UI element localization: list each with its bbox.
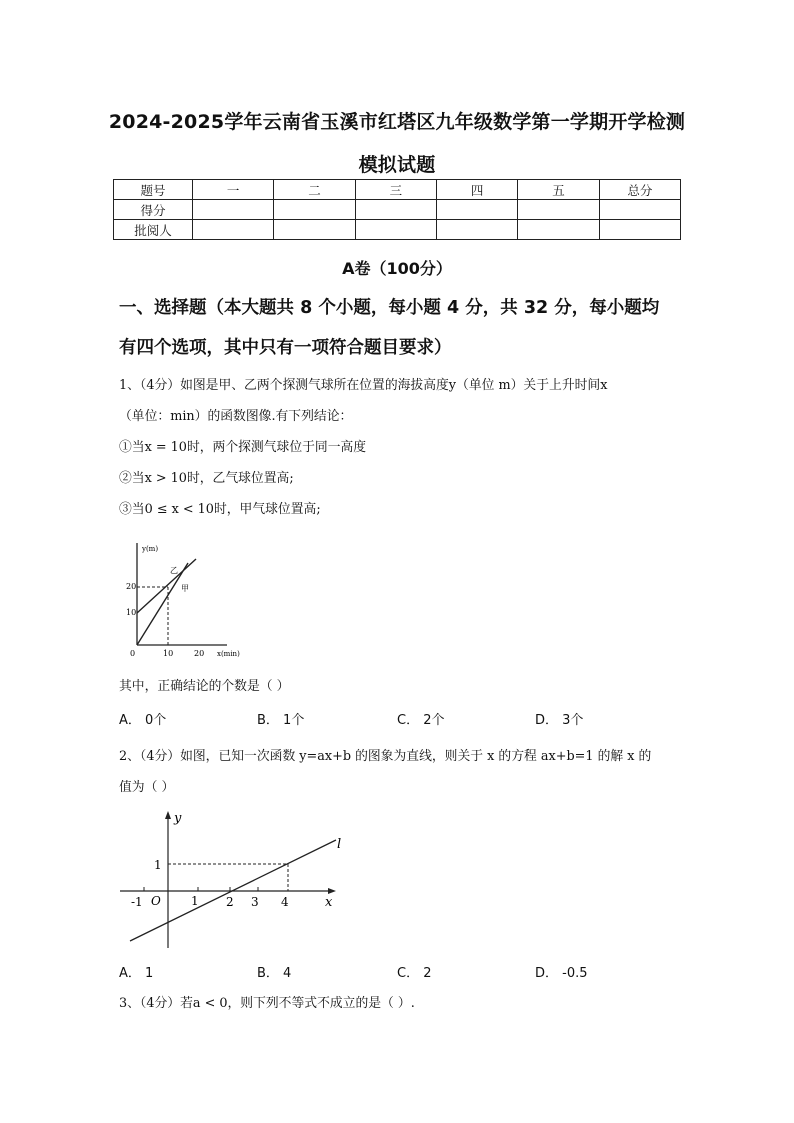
score-table [113, 179, 681, 240]
q1-stem-line2: （单位：min）的函数图像.有下列结论： [119, 409, 353, 424]
origin-label: O [151, 894, 161, 908]
table-cell [355, 200, 436, 220]
q1-option-b[interactable]: B． 1个 [257, 713, 305, 728]
x-tick-neg1: -1 [131, 895, 143, 909]
table-cell [355, 220, 436, 240]
q2-linear-graph [118, 808, 358, 953]
table-cell [599, 200, 680, 220]
q1-stem-line1: 1、（4分）如图是甲、乙两个探测气球所在位置的海拔高度y（单位 m）关于上升时间x [119, 378, 608, 393]
x-tick-0: 0 [130, 649, 136, 658]
q1-options [119, 709, 679, 729]
x-tick-20: 20 [194, 649, 205, 658]
q1-conclusion-2: ②当x > 10时，乙气球位置高; [119, 471, 294, 486]
q2-option-d[interactable]: D． -0.5 [535, 966, 588, 981]
q1-balloon-graph [122, 535, 242, 665]
table-cell [518, 200, 599, 220]
q3-stem-line1: 3、（4分）若a < 0，则下列不等式不成立的是（ ）. [119, 996, 415, 1011]
q2-option-b[interactable]: B． 4 [257, 966, 292, 981]
table-cell: 得分 [114, 200, 193, 220]
doc-title-line2: 模拟试题 [358, 154, 436, 176]
q2-option-c[interactable]: C． 2 [397, 966, 432, 981]
y-tick-10: 10 [126, 608, 137, 617]
table-cell [599, 220, 680, 240]
x-axis-label: x(min) [217, 650, 240, 658]
table-cell: 四 [436, 180, 517, 200]
table-cell [193, 220, 274, 240]
table-cell: 五 [518, 180, 599, 200]
y-label: y [174, 811, 182, 826]
table-cell: 总分 [599, 180, 680, 200]
q1-option-a[interactable]: A． 0个 [119, 713, 167, 728]
label-yi: 乙 [170, 566, 178, 575]
table-cell: 批阅人 [114, 220, 193, 240]
table-cell: 三 [355, 180, 436, 200]
x-tick-4: 4 [281, 895, 289, 909]
table-cell [518, 220, 599, 240]
y-axis-arrow [165, 811, 171, 819]
q1-option-d[interactable]: D． 3个 [535, 713, 584, 728]
x-tick-10: 10 [163, 649, 174, 658]
q2-stem-line1: 2、（4分）如图，已知一次函数 y=ax+b 的图象为直线，则关于 x 的方程 ax+b=1 的解 x 的 [119, 749, 652, 764]
q1-conclusion-1: ①当x = 10时，两个探测气球位于同一高度 [119, 440, 367, 455]
q1-conclusion-3: ③当0 ≤ x < 10时，甲气球位置高; [119, 502, 321, 517]
y-tick-20: 20 [126, 582, 137, 591]
q1-ask: 其中，正确结论的个数是（ ） [119, 679, 290, 694]
table-cell [193, 200, 274, 220]
table-cell: 题号 [114, 180, 193, 200]
x-tick-2: 2 [226, 895, 234, 909]
table-cell: 二 [274, 180, 355, 200]
score-row [114, 200, 681, 220]
reviewer-row [114, 220, 681, 240]
x-tick-3: 3 [251, 895, 259, 909]
x-label: x [325, 895, 333, 910]
table-cell [436, 200, 517, 220]
section-heading-line1: 一、选择题（本大题共 8 个小题，每小题 4 分，共 32 分，每小题均 [119, 298, 660, 318]
score-table-header-row [114, 180, 681, 200]
table-cell: 一 [193, 180, 274, 200]
y-tick-1: 1 [154, 858, 162, 872]
x-axis-arrow [328, 888, 336, 894]
table-cell [274, 220, 355, 240]
label-jia: 甲 [181, 584, 189, 593]
volume-heading: A卷（100分） [342, 259, 452, 278]
line-l-label: l [337, 837, 342, 852]
q2-option-a[interactable]: A． 1 [119, 966, 154, 981]
q2-options [119, 962, 679, 982]
y-axis-label: y(m) [142, 545, 159, 553]
doc-title-line1: 2024-2025学年云南省玉溪市红塔区九年级数学第一学期开学检测 [108, 111, 686, 133]
table-cell [436, 220, 517, 240]
q2-stem-line2: 值为（ ） [119, 780, 175, 795]
yi-line [137, 563, 188, 645]
table-cell [274, 200, 355, 220]
q1-option-c[interactable]: C． 2个 [397, 713, 445, 728]
x-tick-1: 1 [191, 894, 199, 908]
section-heading-line2: 有四个选项，其中只有一项符合题目要求） [119, 338, 452, 358]
